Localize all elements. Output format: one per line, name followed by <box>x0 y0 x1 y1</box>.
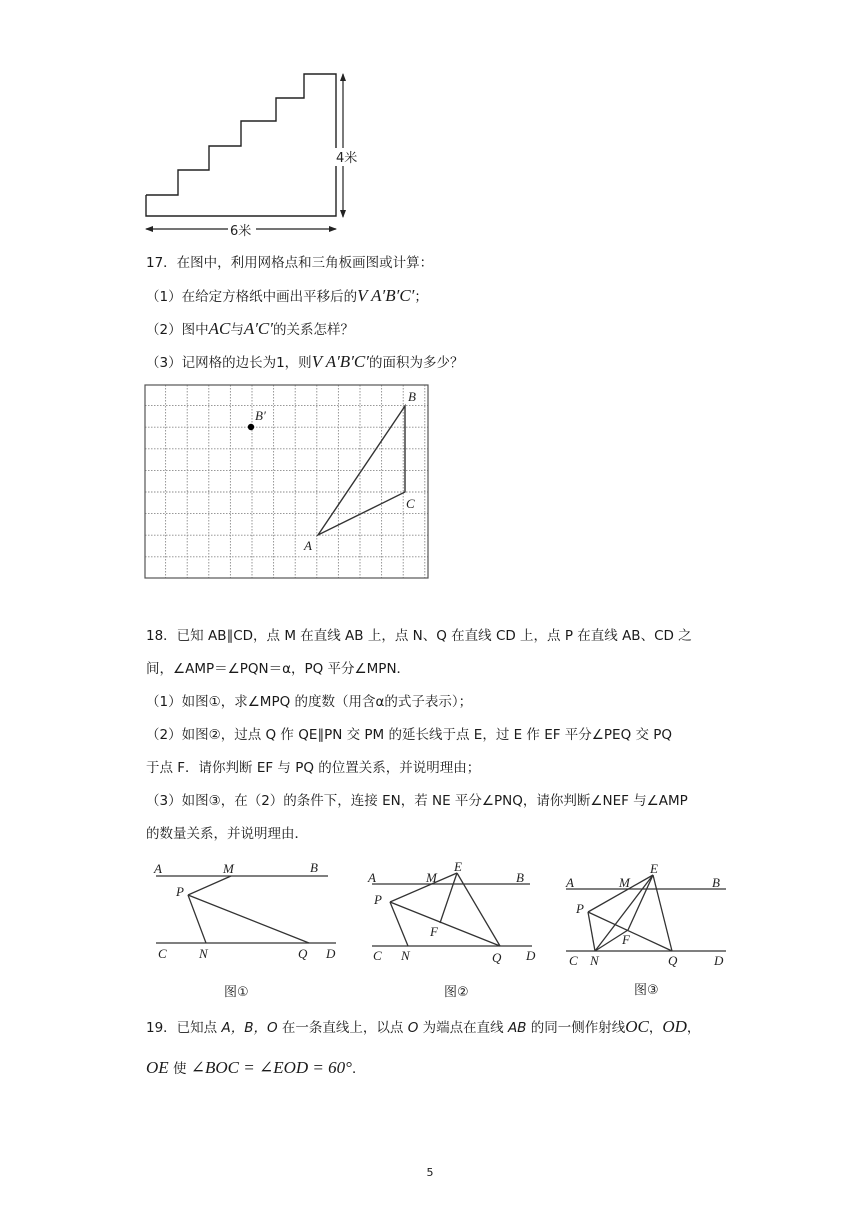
label-c: C <box>569 953 578 968</box>
q18-part3-line2: 的数量关系，并说明理由． <box>146 826 308 842</box>
q18-figure-3 <box>562 858 732 1003</box>
segment-eq <box>653 875 672 951</box>
caption: 图① <box>224 985 249 1000</box>
label-n: N <box>590 953 599 968</box>
caption: 图③ <box>634 983 659 998</box>
q17-part1-text: （1）在给定方格纸中画出平移后的 <box>146 289 358 305</box>
q17-part3-triangle: V A′B′C′ <box>311 352 369 371</box>
q18-part2-line2: 于点 F．请你判断 EF 与 PQ 的位置关系，并说明理由； <box>146 760 481 776</box>
label-c: C <box>158 946 167 961</box>
q19-point-o: O <box>407 1020 419 1036</box>
label-n: N <box>401 948 410 963</box>
q19-line2 <box>146 1058 365 1079</box>
label-d: D <box>326 946 336 961</box>
q18-line2: 间，∠AMP＝∠PQN＝α，PQ 平分∠MPN． <box>146 661 411 677</box>
label-m: M <box>223 861 234 876</box>
height-label: 4米 <box>336 151 358 166</box>
label-a: A <box>154 861 162 876</box>
q17-part3-end: 的面积为多少？ <box>368 355 464 371</box>
point-b-prime <box>248 424 254 430</box>
label-q: Q <box>298 946 308 961</box>
q17-part2-and: 与 <box>230 322 244 338</box>
segment-ef <box>440 873 457 923</box>
label-e: E <box>454 859 462 874</box>
label-b: B <box>712 875 720 890</box>
q19-line1 <box>146 1017 700 1038</box>
width-label: 6米 <box>230 224 252 239</box>
q18-part1: （1）如图①，求∠MPQ 的度数（用含α的式子表示）； <box>146 694 473 710</box>
q19-text-d: 的同一侧作射线 <box>526 1020 626 1036</box>
q19-ray-oe: OE <box>146 1058 169 1077</box>
q18-part2-line1: （2）如图②，过点 Q 作 QE∥PN 交 PM 的延长线于点 E，过 E 作 EF 平分∠PEQ 交 PQ <box>146 727 673 743</box>
label-b-prime: B′ <box>255 408 266 423</box>
q17-part1-end: ； <box>414 289 428 305</box>
label-b: B <box>310 860 318 875</box>
label-c: C <box>406 496 415 511</box>
q19-text-a: 19．已知点 <box>146 1020 222 1036</box>
label-e: E <box>650 861 658 876</box>
label-n: N <box>199 946 208 961</box>
q19-angle-equation: ∠BOC = ∠EOD = 60° <box>190 1058 352 1077</box>
q17-part2-end: 的关系怎样？ <box>273 322 354 338</box>
label-a: A <box>566 875 574 890</box>
segment-pe <box>390 873 457 902</box>
q19-text-e: 使 <box>168 1061 191 1077</box>
q19-ray-od: OD <box>662 1017 687 1036</box>
label-p: P <box>176 884 184 899</box>
q17-part1-triangle: V A′B′C′ <box>357 286 415 305</box>
page-number: 5 <box>426 1166 434 1179</box>
q17-part3 <box>146 352 463 373</box>
label-c: C <box>373 948 382 963</box>
q18-part3-line1: （3）如图③，在（2）的条件下，连接 EN，若 NE 平分∠PNQ，请你判断∠NEF 与∠AMP <box>146 793 688 809</box>
q19-text-b: 在一条直线上，以点 <box>277 1020 408 1036</box>
caption: 图② <box>444 985 469 1000</box>
q19-comma-end: ， <box>686 1020 701 1036</box>
label-q: Q <box>668 953 678 968</box>
segment-pq <box>588 912 672 951</box>
q17-part1 <box>146 286 428 307</box>
label-p: P <box>576 901 584 916</box>
q19-line-ab: AB <box>507 1020 527 1036</box>
segment-pq <box>188 895 309 943</box>
q17-part2-text: （2）图中 <box>146 322 209 338</box>
label-b: B <box>408 389 416 404</box>
label-m: M <box>426 870 437 885</box>
stairs-outline <box>146 74 336 216</box>
q17-part2-ac: AC <box>208 319 231 338</box>
label-q: Q <box>492 950 502 965</box>
q18-figure-2 <box>364 858 546 1003</box>
q19-period: ． <box>351 1061 366 1077</box>
label-d: D <box>714 953 724 968</box>
label-a: A <box>304 538 312 553</box>
q19-comma: ， <box>648 1020 663 1036</box>
segment-pn <box>188 895 206 943</box>
label-f: F <box>622 932 630 947</box>
label-m: M <box>619 875 630 890</box>
q19-points: A，B，O <box>221 1020 278 1036</box>
q17-grid-figure <box>144 384 430 580</box>
label-a: A <box>368 870 376 885</box>
q17-part2-a-prime-c-prime: A′C′ <box>243 319 273 338</box>
label-p: P <box>374 892 382 907</box>
stairs-figure <box>136 64 376 244</box>
grid-lines <box>145 385 428 578</box>
q19-ray-oc: OC <box>625 1017 649 1036</box>
label-b: B <box>516 870 524 885</box>
label-d: D <box>526 948 536 963</box>
q17-stem: 17．在图中，利用网格点和三角板画图或计算： <box>146 255 434 271</box>
segment-pm <box>188 876 231 895</box>
q19-text-c: 为端点在直线 <box>418 1020 508 1036</box>
label-f: F <box>430 924 438 939</box>
q17-part3-text: （3）记网格的边长为1，则 <box>146 355 312 371</box>
q18-figure-1 <box>150 858 350 1003</box>
q18-line1: 18．已知 AB∥CD，点 M 在直线 AB 上，点 N、Q 在直线 CD 上，点 P 在直线 AB、CD 之 <box>146 628 692 644</box>
segment-pn <box>588 912 595 951</box>
q17-part2 <box>146 319 354 340</box>
